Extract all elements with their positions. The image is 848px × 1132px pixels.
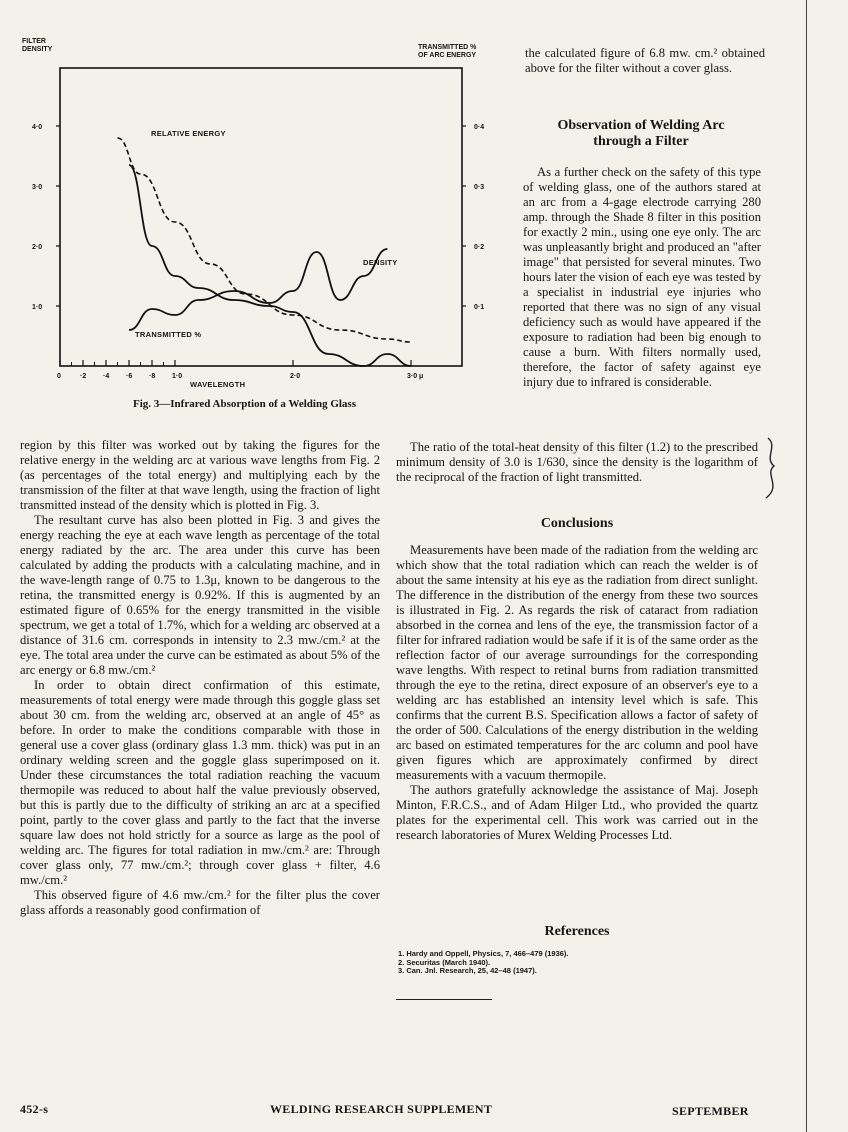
journal-name: WELDING RESEARCH SUPPLEMENT	[270, 1102, 493, 1116]
x-axis-label: WAVELENGTH	[190, 380, 246, 389]
left-column	[20, 438, 380, 918]
conclusions-body	[396, 543, 758, 843]
x-tick-label: ·6	[126, 373, 133, 380]
plot-frame	[60, 68, 462, 366]
paragraph: In order to obtain direct confirmation of this estimate, measurements of total energy were made through this goggle glass set about 30 cm. from the welding arc, observed at an angle of 45° as before. In order to make the conditions comparable with those in general use a cover glass (ordinary glass 1.3 mm. thick) was put in an ordinary welding screen and the goggle glass superimposed on it. Under these circumstances the total radiation reaching the vacuum thermopile was reduced to about half the value previously observed, but this is partly due to the difficulty of striking an arc at a specified point, partly to the cover glass and partly to the fact that the inverse square law does not hold strictly for a source as large as the pool of welding arc. The figures for total radiation in mw./cm.² are: Through cover glass only, 77 mw./cm.²; through cover glass + filter, 4.6 mw./cm.²	[20, 678, 380, 887]
section-title-filter: Observation of Welding Arc through a Filter	[557, 118, 725, 149]
left-tick-label: 2·0	[32, 244, 43, 251]
reference-item: 3. Can. Jnl. Research, 25, 42–48 (1947).	[398, 966, 537, 975]
reference-item: 1. Hardy and Oppell, Physics, 7, 466–479 (1936).	[398, 949, 569, 958]
label-relative-energy: RELATIVE ENERGY	[151, 129, 226, 138]
x-tick-label: 3·0 μ	[407, 373, 424, 380]
right-tick-label: 0·4	[474, 124, 485, 131]
handwritten-bracket	[760, 436, 800, 500]
label-transmitted: TRANSMITTED %	[135, 330, 202, 339]
right-tick-label: 0·3	[474, 184, 485, 191]
paragraph: region by this filter was worked out by taking the figures for the relative energy in the welding arc at various wave lengths from Fig. 2 (as percentages of the total energy) and multiplying each by the transmission of the filter at that wave length, using the fraction of light transmitted instead of the density which is plotted in Fig. 3.	[20, 438, 380, 512]
infrared-absorption-chart	[0, 60, 520, 400]
right-tick-label: 0·1	[474, 304, 485, 311]
scan-edge	[806, 0, 807, 1132]
x-tick-label: 2·0	[290, 373, 301, 380]
references-rule	[396, 999, 492, 1000]
x-tick-label: ·4	[103, 373, 110, 380]
section-filter-body: As a further check on the safety of this type of welding glass, one of the authors stared at an arc from a 4-gage electrode carrying 280 amp. through the Shade 8 filter in this position for exactly 2 min., using one eye only. The arc was unpleasantly bright and produced an "after image" that persisted for several minutes. Two hours later the vision of each eye was tested by a specialist in industrial eye injuries who reported that there was no sign of any visual deficiency such as would have appeared if the exposure to radiation had been big enough to cause a burn. With filters normally used, therefore, the factor of safety against eye injury due to infrared is considerable.	[523, 165, 761, 389]
left-tick-label: 4·0	[32, 124, 43, 131]
series-density	[129, 249, 387, 330]
conclusions-title: Conclusions	[540, 516, 614, 531]
x-tick-label: 0	[57, 373, 61, 380]
references-title: References	[544, 924, 610, 939]
right-axis-title: TRANSMITTED % OF ARC ENERGY	[418, 44, 477, 59]
paragraph: This observed figure of 4.6 mw./cm.² for the filter plus the cover glass affords a reasonably good confirmation of	[20, 888, 380, 917]
x-tick-label: ·2	[80, 373, 87, 380]
ratio-paragraph: The ratio of the total-heat density of this filter (1.2) to the prescribed minimum density of 3.0 is 1/630, since the density is the logarithm of the reciprocal of the fraction of light transmitted.	[396, 440, 758, 484]
paragraph: Measurements have been made of the radiation from the welding arc which show that the total radiation which can reach the welder is of about the same intensity at his eye as the radiation from direct sunlight. The difference in the distribution of the energy from these two sources is illustrated in Fig. 2. As regards the risk of cataract from radiation absorbed in the cornea and lens of the eye, the transmission factor of a filter for infrared radiation would be safe if it is of the same order as the reflection factor of our average surroundings for the corresponding wave lengths. With respect to retinal burns from radiation transmitted through the eye to the retina, direct exposure of an observer's eye to a welding arc has established an intensity level which is safe. This confirms that the current B.S. Specification allows a factor of safety of the order of 500. Calculations of the energy distribution in the welding arc based on estimated temperatures for the arc column and pool have given figures which are approximately confirmed by direct measurements with a vacuum thermopile.	[396, 543, 758, 782]
x-tick-label: 1·0	[172, 373, 183, 380]
left-tick-label: 1·0	[32, 304, 43, 311]
reference-item: 2. Securitas (March 1940).	[398, 957, 491, 967]
references-list	[398, 950, 569, 976]
left-axis-title: FILTER DENSITY	[22, 38, 53, 53]
paragraph: The authors gratefully acknowledge the assistance of Maj. Joseph Minton, F.R.C.S., and of Adam Hilger Ltd., who provided the quartz plates for the experimental cell. This work was carried out in the research laboratories of Murex Welding Processes Ltd.	[396, 783, 758, 842]
issue-month: SEPTEMBER	[672, 1104, 749, 1118]
page-number: 452-s	[20, 1102, 49, 1116]
left-tick-label: 3·0	[32, 184, 43, 191]
label-density: DENSITY	[363, 258, 398, 267]
right-col-intro: the calculated figure of 6.8 mw. cm.² obtained above for the filter without a cover glass.	[525, 46, 765, 75]
right-tick-label: 0·2	[474, 244, 485, 251]
x-tick-label: ·8	[149, 373, 156, 380]
figure-caption: Fig. 3—Infrared Absorption of a Welding Glass	[133, 398, 356, 410]
paragraph: The resultant curve has also been plotted in Fig. 3 and gives the energy reaching the eye at each wave length as percentage of the total energy radiated by the arc. The area under this curve has been calculated by adding the products with a calculating machine, and in the wave-length range of 0.75 to 1.3μ, known to be dangerous to the retina, the transmitted energy is 0.92%. If this is augmented by an estimated figure of 0.65% for the energy transmitted in the visible spectrum, we get a total of 1.7%, which for a welding arc observed at a distance of 31.6 cm. corresponds in intensity to 2.3 mw./cm.² at the eye. The total area under the curve can be estimated as about 5% of the arc energy or 6.8 mw./cm.²	[20, 513, 380, 677]
